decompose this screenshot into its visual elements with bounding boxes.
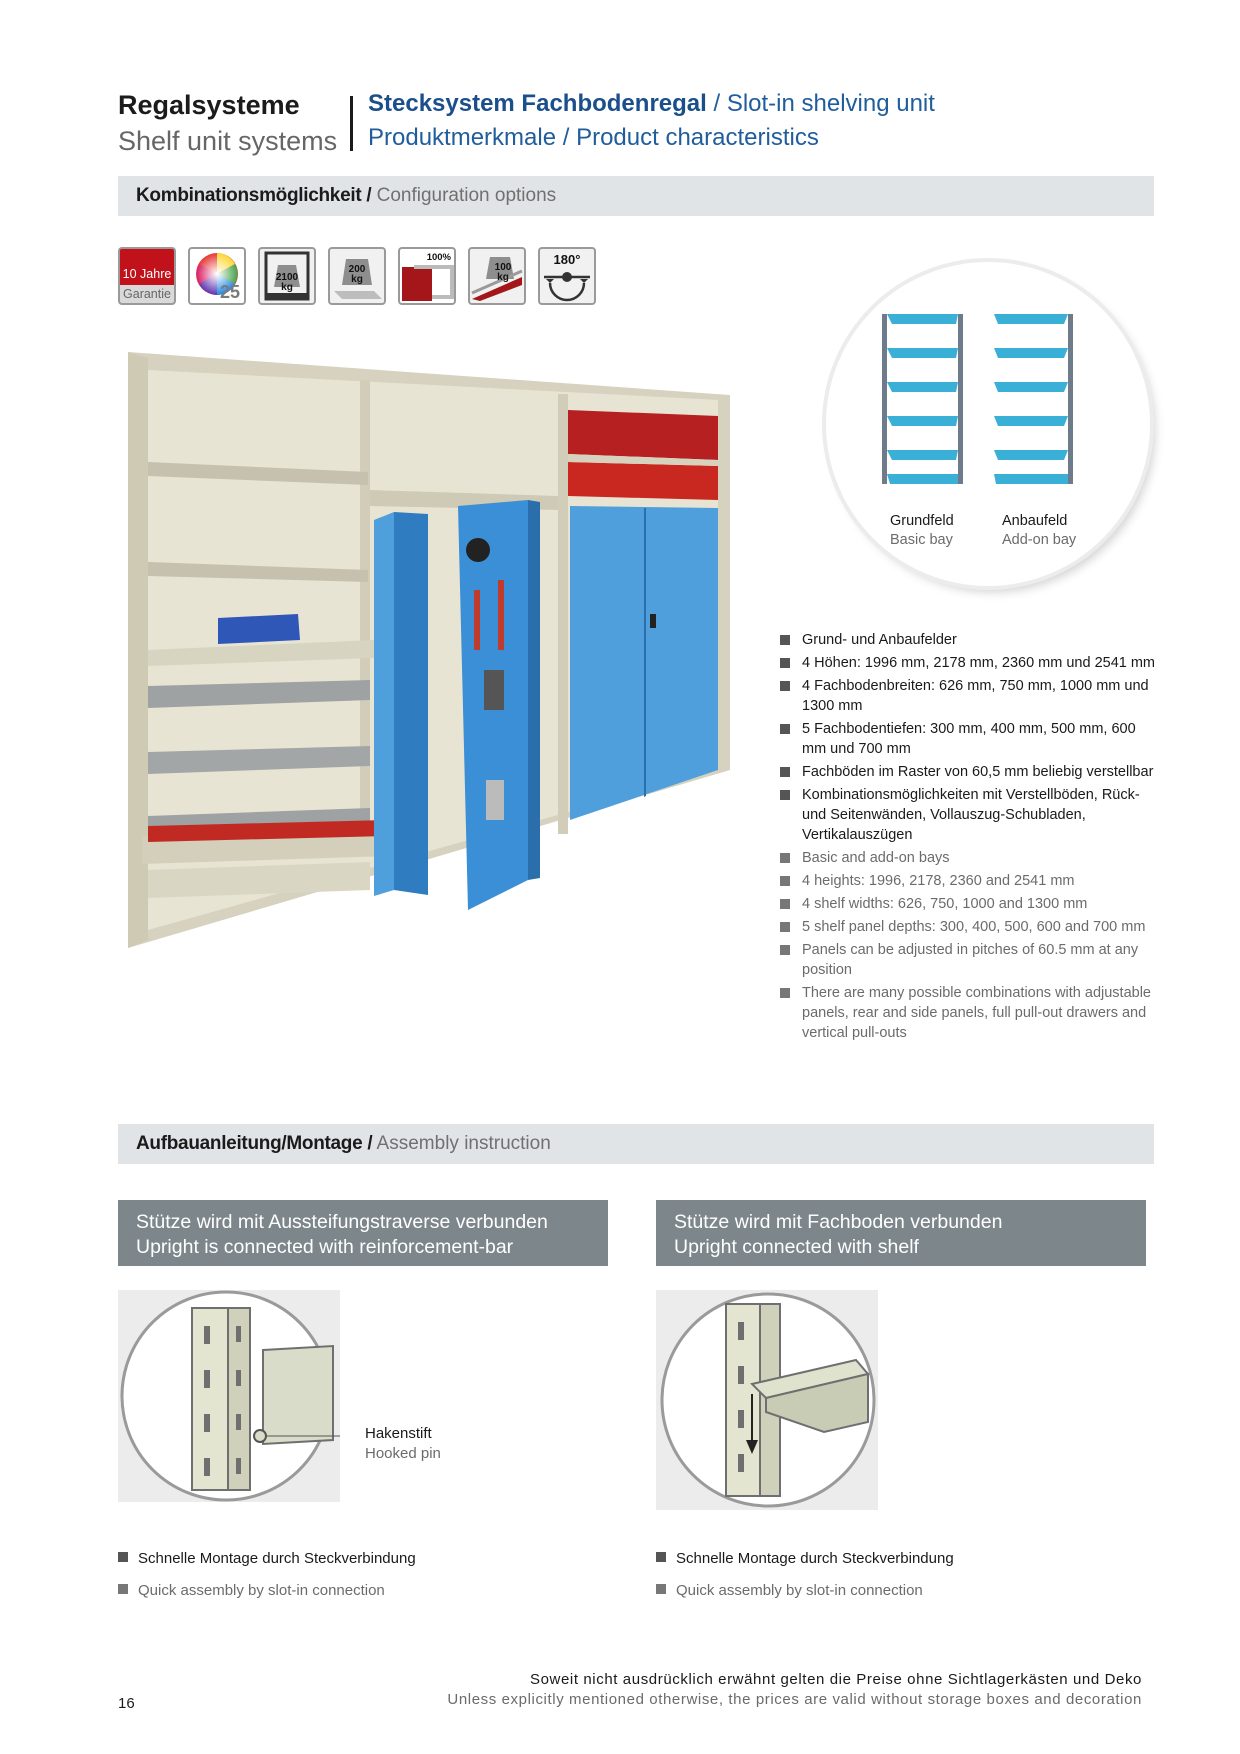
addon-bay-label: [1002, 512, 1076, 550]
full-extension-icon: [398, 247, 456, 305]
warranty-years: 10 Jahre: [122, 267, 172, 281]
feature-item-en: 5 shelf panel depths: 300, 400, 500, 600 and 700 mm: [780, 917, 1160, 937]
feature-item-en: 4 shelf widths: 626, 750, 1000 and 1300 mm: [780, 894, 1160, 914]
rotation-180-icon: [538, 247, 596, 305]
basic-bay-label-de: Grundfeld: [890, 513, 954, 529]
product-characteristics-heading: Produktmerkmale / Product characteristics: [368, 124, 819, 151]
hooked-pin-label-en: Hooked pin: [365, 1445, 441, 1462]
drawer-load-unit: kg: [497, 272, 509, 283]
section-title-bold: Kombinationsmöglichkeit /: [136, 185, 372, 206]
page-subtitle: Shelf unit systems: [118, 126, 338, 156]
section-assembly-instruction: [118, 1124, 1154, 1164]
assembly-left-bullet-de-text: Schnelle Montage durch Steckverbindung: [138, 1550, 416, 1567]
price-note-en: Unless explicitly mentioned otherwise, the prices are valid without storage boxes and decoration: [447, 1691, 1142, 1708]
feature-item-de: Fachböden im Raster von 60,5 mm beliebig verstellbar: [780, 762, 1160, 782]
drawer-load-icon: [468, 247, 526, 305]
assembly-right-heading: [656, 1200, 1146, 1266]
header-divider: [350, 96, 353, 151]
assembly-right-title-de: Stütze wird mit Fachboden verbunden: [674, 1211, 1003, 1233]
assembly-right-bullet-en: [656, 1582, 923, 1599]
bullet-square-icon: [656, 1584, 666, 1594]
addon-bay-label-en: Add-on bay: [1002, 532, 1077, 548]
feature-item-de: 4 Höhen: 1996 mm, 2178 mm, 2360 mm und 2541 mm: [780, 653, 1160, 673]
basic-bay-label-en: Basic bay: [890, 532, 953, 548]
hooked-pin-label-de: Hakenstift: [365, 1425, 432, 1442]
bullet-square-icon: [118, 1584, 128, 1594]
bay-comparison-circle: [826, 262, 1150, 586]
drawer-load-value: 100: [494, 262, 512, 273]
colors-count: 25: [219, 282, 240, 302]
addon-bay-label-de: Anbaufeld: [1002, 513, 1068, 529]
color-wheel-icon: [188, 247, 246, 305]
assembly-right-bullet-en-text: Quick assembly by slot-in connection: [676, 1582, 923, 1599]
total-load-unit: kg: [281, 282, 293, 293]
upright-shelf-illustration: [656, 1290, 878, 1510]
total-load-icon: [258, 247, 316, 305]
bullet-square-icon: [118, 1552, 128, 1562]
feature-item-en: Panels can be adjusted in pitches of 60.5 mm at any position: [780, 940, 1160, 980]
assembly-left-heading: [118, 1200, 608, 1266]
feature-item-en: Basic and add-on bays: [780, 848, 1160, 868]
shelf-load-icon: [328, 247, 386, 305]
assembly-right-title-en: Upright connected with shelf: [674, 1236, 919, 1258]
basic-bay-label: [890, 512, 954, 550]
price-note: [447, 1670, 1142, 1710]
assembly-right-bullet-de: [656, 1550, 954, 1567]
rotation-value: 180°: [553, 252, 581, 267]
assembly-left-bullet-en: [118, 1582, 385, 1599]
bullet-square-icon: [656, 1552, 666, 1562]
feature-item-de: Grund- und Anbaufelder: [780, 630, 1160, 650]
warranty-badge-icon: [118, 247, 176, 305]
shelving-product-image: [118, 350, 738, 950]
assembly-left-bullet-de: [118, 1550, 416, 1567]
page-number: 16: [118, 1695, 135, 1712]
bay-shelves-illustration: [878, 310, 1098, 490]
product-title: [368, 90, 935, 118]
feature-item-de: 4 Fachbodenbreiten: 626 mm, 750 mm, 1000 mm und 1300 mm: [780, 676, 1160, 716]
assembly-left-title-en: Upright is connected with reinforcement-bar: [136, 1236, 514, 1258]
assembly-right-bullet-de-text: Schnelle Montage durch Steckverbindung: [676, 1550, 954, 1567]
page-title: Regalsysteme: [118, 90, 300, 120]
upright-reinforcement-illustration: [118, 1290, 340, 1502]
price-note-de: Soweit nicht ausdrücklich erwähnt gelten die Preise ohne Sichtlagerkästen und Deko: [529, 1671, 1142, 1688]
section-title-grey: Assembly instruction: [372, 1133, 551, 1154]
product-title-bold: Stecksystem Fachbodenregal: [368, 90, 707, 117]
assembly-left-bullet-en-text: Quick assembly by slot-in connection: [138, 1582, 385, 1599]
extension-value: 100%: [426, 252, 451, 263]
feature-item-de: Kombinationsmöglichkeiten mit Verstellböden, Rück- und Seitenwänden, Vollauszug-Schubladen, Vertikalauszügen: [780, 785, 1160, 845]
feature-item-en: There are many possible combinations with adjustable panels, rear and side panels, full pull-out drawers and vertical pull-outs: [780, 983, 1160, 1043]
assembly-left-title-de: Stütze wird mit Aussteifungstraverse verbunden: [136, 1211, 548, 1233]
section-title-grey: Configuration options: [371, 185, 557, 206]
section-title-bold: Aufbauanleitung/Montage /: [136, 1133, 373, 1154]
section-configuration-options: [118, 176, 1154, 216]
shelf-load-value: 200: [348, 264, 366, 275]
product-features-list: [780, 630, 1160, 1046]
warranty-label: Garantie: [120, 285, 174, 303]
total-load-value: 2100: [275, 272, 299, 283]
hooked-pin-callout: [365, 1424, 441, 1464]
product-title-rest: / Slot-in shelving unit: [706, 90, 935, 117]
shelf-load-unit: kg: [351, 274, 363, 285]
feature-item-en: 4 heights: 1996, 2178, 2360 and 2541 mm: [780, 871, 1160, 891]
feature-item-de: 5 Fachbodentiefen: 300 mm, 400 mm, 500 mm, 600 mm und 700 mm: [780, 719, 1160, 759]
